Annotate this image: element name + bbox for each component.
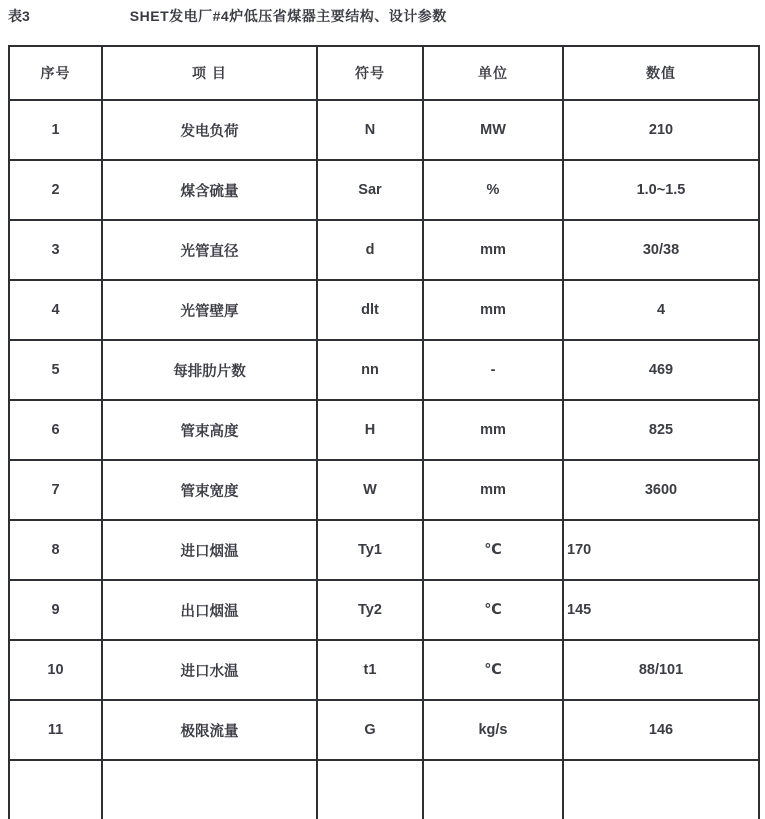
cell-unit: mm [423, 400, 563, 460]
cell-symbol: d [317, 220, 423, 280]
cell-empty [9, 760, 102, 819]
table-row-partial [9, 760, 759, 819]
table-row [9, 580, 759, 640]
cell-no: 2 [9, 160, 102, 220]
table-row [9, 640, 759, 700]
cell-empty [563, 760, 759, 819]
table-body [9, 100, 759, 819]
cell-symbol: Ty1 [317, 520, 423, 580]
cell-empty [423, 760, 563, 819]
cell-value: 145 [563, 580, 759, 640]
cell-symbol: H [317, 400, 423, 460]
cell-unit: % [423, 160, 563, 220]
cell-unit: kg/s [423, 700, 563, 760]
cell-item: 极限流量 [102, 700, 317, 760]
cell-value: 825 [563, 400, 759, 460]
table-caption-number: 表3 [8, 8, 30, 24]
cell-unit: ℃ [423, 640, 563, 700]
table-row [9, 160, 759, 220]
column-header-value: 数值 [563, 46, 759, 100]
column-header-item: 项 目 [102, 46, 317, 100]
cell-no: 9 [9, 580, 102, 640]
table-row [9, 340, 759, 400]
cell-symbol: Ty2 [317, 580, 423, 640]
cell-value: 210 [563, 100, 759, 160]
table-header-row [9, 46, 759, 100]
table-caption [8, 6, 758, 26]
column-header-no: 序号 [9, 46, 102, 100]
cell-unit: - [423, 340, 563, 400]
cell-symbol: dlt [317, 280, 423, 340]
cell-no: 4 [9, 280, 102, 340]
cell-item: 发电负荷 [102, 100, 317, 160]
cell-unit: mm [423, 280, 563, 340]
cell-item: 管束高度 [102, 400, 317, 460]
cell-symbol: G [317, 700, 423, 760]
cell-item: 煤含硫量 [102, 160, 317, 220]
table-row [9, 280, 759, 340]
table-row [9, 100, 759, 160]
cell-value: 469 [563, 340, 759, 400]
table-row [9, 700, 759, 760]
column-header-unit: 单位 [423, 46, 563, 100]
cell-item: 光管直径 [102, 220, 317, 280]
cell-symbol: Sar [317, 160, 423, 220]
column-header-symbol: 符号 [317, 46, 423, 100]
cell-no: 8 [9, 520, 102, 580]
cell-item: 进口烟温 [102, 520, 317, 580]
cell-no: 7 [9, 460, 102, 520]
table-row [9, 520, 759, 580]
cell-item: 每排肋片数 [102, 340, 317, 400]
cell-symbol: W [317, 460, 423, 520]
cell-no: 10 [9, 640, 102, 700]
cell-unit: ℃ [423, 580, 563, 640]
cell-symbol: N [317, 100, 423, 160]
cell-value: 170 [563, 520, 759, 580]
cell-unit: mm [423, 460, 563, 520]
cell-empty [102, 760, 317, 819]
cell-value: 4 [563, 280, 759, 340]
cell-value: 30/38 [563, 220, 759, 280]
cell-no: 5 [9, 340, 102, 400]
cell-value: 146 [563, 700, 759, 760]
parameters-table [8, 45, 760, 819]
cell-no: 3 [9, 220, 102, 280]
cell-item: 出口烟温 [102, 580, 317, 640]
cell-value: 1.0~1.5 [563, 160, 759, 220]
cell-item: 光管壁厚 [102, 280, 317, 340]
cell-no: 6 [9, 400, 102, 460]
cell-no: 11 [9, 700, 102, 760]
cell-no: 1 [9, 100, 102, 160]
cell-unit: mm [423, 220, 563, 280]
table-row [9, 460, 759, 520]
cell-unit: ℃ [423, 520, 563, 580]
cell-empty [317, 760, 423, 819]
cell-item: 进口水温 [102, 640, 317, 700]
cell-unit: MW [423, 100, 563, 160]
cell-symbol: t1 [317, 640, 423, 700]
cell-symbol: nn [317, 340, 423, 400]
cell-item: 管束宽度 [102, 460, 317, 520]
table-caption-title: SHET发电厂#4炉低压省煤器主要结构、设计参数 [129, 8, 447, 24]
table-row [9, 400, 759, 460]
cell-value: 3600 [563, 460, 759, 520]
table-row [9, 220, 759, 280]
cell-value: 88/101 [563, 640, 759, 700]
